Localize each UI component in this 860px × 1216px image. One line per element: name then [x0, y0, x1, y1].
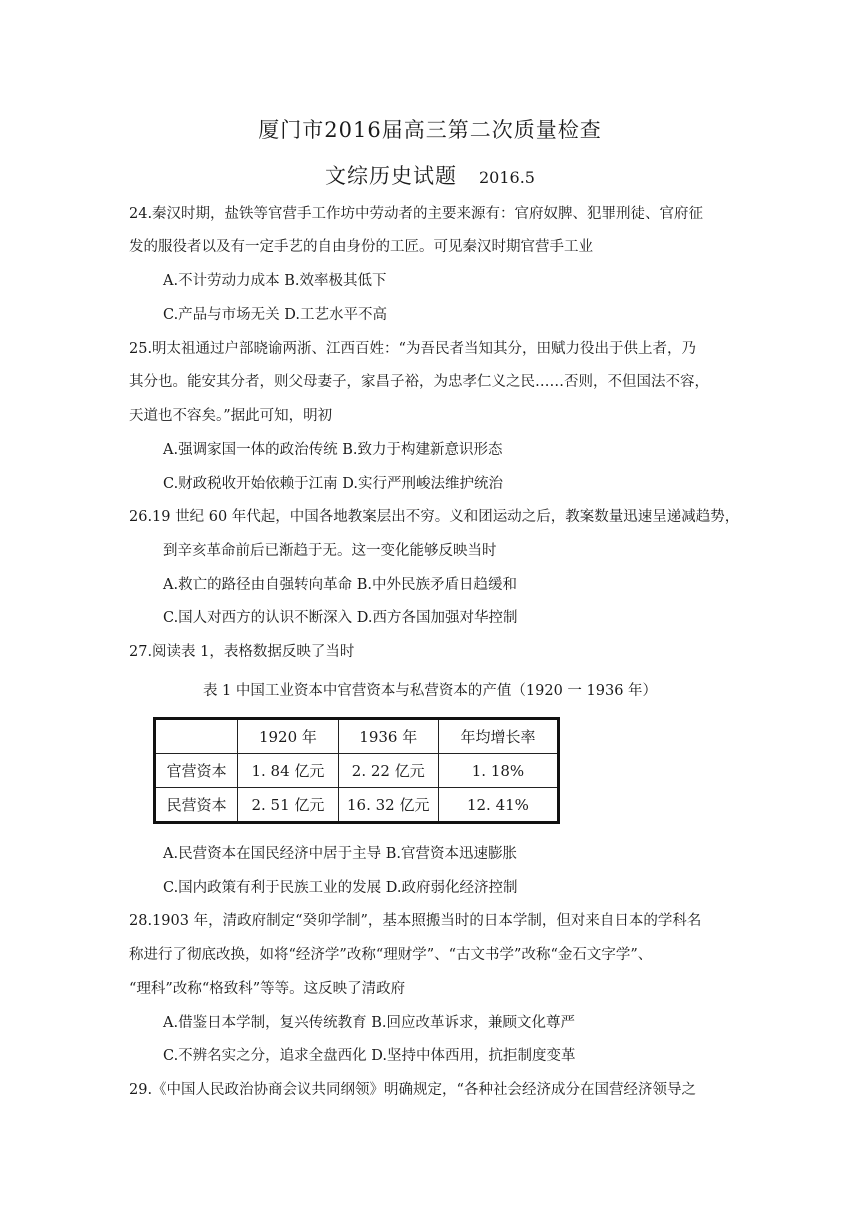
exam-subtitle: 文综历史试题	[325, 164, 457, 188]
table-header-cell: 1936 年	[338, 719, 438, 754]
table-cell: 1. 18%	[438, 754, 558, 788]
q27-options-cd: C.国内政策有利于民族工业的发展 D.政府弱化经济控制	[163, 880, 518, 896]
q25-stem-line2: 其分也。能安其分者，则父母妻子，家昌子裕，为忠孝仁义之民……否则，不但国法不容，	[129, 374, 709, 390]
q24-options-cd: C.产品与市场无关 D.工艺水平不高	[163, 307, 388, 323]
table-cell: 12. 41%	[438, 788, 558, 823]
q27-stem-line1: 27.阅读表 1，表格数据反映了当时	[129, 644, 355, 660]
table-cell: 1. 84 亿元	[238, 754, 338, 788]
q24-stem-line1: 24.秦汉时期，盐铁等官营手工作坊中劳动者的主要来源有：官府奴脾、犯罪刑徒、官府征	[129, 206, 704, 222]
table-header-cell	[155, 719, 238, 754]
q26-stem-line2: 到辛亥革命前后已渐趋于无。这一变化能够反映当时	[163, 543, 497, 559]
q25-options-ab: A.强调家国一体的政治传统 B.致力于构建新意识形态	[163, 442, 503, 458]
table-header-cell: 1920 年	[238, 719, 338, 754]
table-cell: 官营资本	[155, 754, 238, 788]
table-caption: 表 1 中国工业资本中官营资本与私营资本的产值（1920 一 1936 年）	[202, 683, 658, 699]
q29-stem-line1: 29.《中国人民政治协商会议共同纲领》明确规定，“各种社会经济成分在国营经济领导之	[129, 1082, 696, 1098]
table-cell: 民营资本	[155, 788, 238, 823]
exam-subtitle-row	[0, 160, 860, 190]
q28-options-cd: C.不辨名实之分，追求全盘西化 D.坚持中体西用，抗拒制度变革	[163, 1048, 576, 1064]
q25-options-cd: C.财政税收开始依赖于江南 D.实行严刑峻法维护统治	[163, 476, 504, 492]
q27-options-ab: A.民营资本在国民经济中居于主导 B.官营资本迅速膨胀	[163, 846, 517, 862]
q24-stem-line2: 发的服役者以及有一定手艺的自由身份的工匠。可见秦汉时期官营手工业	[129, 239, 593, 255]
q26-stem-line1: 26.19 世纪 60 年代起，中国各地教案层出不穷。义和团运动之后，教案数量迅速呈递减趋势，	[129, 509, 740, 525]
q28-stem-line3: “理科”改称“格致科”等等。这反映了清政府	[129, 981, 406, 997]
q24-options-ab: A.不计劳动力成本 B.效率极其低下	[163, 273, 387, 289]
table-header-cell: 年均增长率	[438, 719, 558, 754]
q26-options-cd: C.国人对西方的认识不断深入 D.西方各国加强对华控制	[163, 610, 518, 626]
q25-stem-line3: 天道也不容矣。”据此可知，明初	[129, 408, 333, 424]
q28-options-ab: A.借鉴日本学制，复兴传统教育 B.回应改革诉求，兼顾文化尊严	[163, 1015, 575, 1031]
exam-title: 厦门市2016届高三第二次质量检查	[258, 118, 602, 142]
exam-date: 2016.5	[479, 168, 535, 187]
table-cell: 2. 51 亿元	[238, 788, 338, 823]
table-cell: 16. 32 亿元	[338, 788, 438, 823]
table-header-row	[155, 719, 559, 754]
q28-stem-line1: 28.1903 年，清政府制定“癸卯学制”，基本照搬当时的日本学制，但对来自日本的学科名	[129, 913, 702, 929]
q28-stem-line2: 称进行了彻底改换，如将“经济学”改称“理财学”、“古文书学”改称“金石文字学”、	[129, 947, 653, 963]
table-row	[155, 754, 559, 788]
data-table	[153, 717, 560, 824]
table-row	[155, 788, 559, 823]
q26-options-ab: A.救亡的路径由自强转向革命 B.中外民族矛盾日趋缓和	[163, 577, 517, 593]
q25-stem-line1: 25.明太祖通过户部晓谕两浙、江西百姓：“为吾民者当知其分，田赋力役出于供上者，乃	[129, 341, 696, 357]
table-cell: 2. 22 亿元	[338, 754, 438, 788]
